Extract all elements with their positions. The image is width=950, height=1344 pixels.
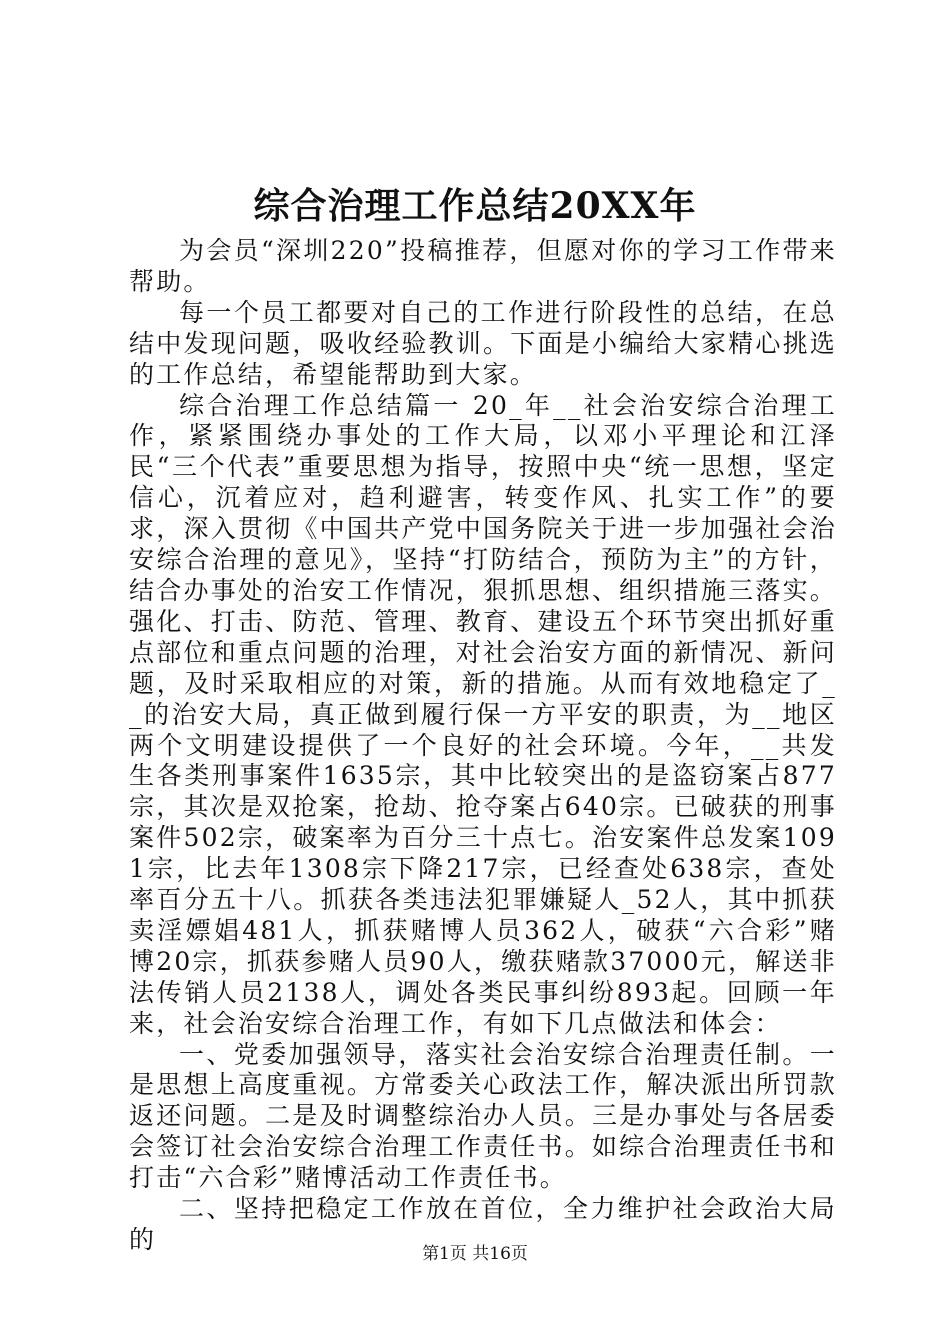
document-title: 综合治理工作总结20XX年 — [253, 185, 697, 227]
paragraph-intro: 为会员“深圳220”投稿推荐，但愿对你的学习工作带来帮助。 — [129, 236, 837, 296]
paragraph-summary: 每一个员工都要对自己的工作进行阶段性的总结，在总结中发现问题，吸收经验教训。下面是小编给大家精心挑选的工作总结，希望能帮助到大家。 — [129, 297, 837, 389]
paragraph-section-two: 二、坚持把稳定工作放在首位，全力维护社会政治大局的 — [129, 1194, 837, 1254]
paragraph-main: 综合治理工作总结篇一 20_年__社会治安综合治理工作，紧紧围绕办事处的工作大局，以邓小平理论和江泽民“三个代表”重要思想为指导，按照中央“统一思想，坚定信心，沉着应对，趋利避害，转变作风、扎实工作”的要求，深入贯彻《中国共产党中国务院关于进一步加强社会治安综合治理的意见》，坚持“打防结合，预防为主”的方针，结合办事处的治安工作情况，狠抓思想、组织措施三落实。强化、打击、防范、管理、教育、建设五个环节突出抓好重点部位和重点问题的治理，对社会治安方面的新情况、新问题，及时采取相应的对策，新的措施。从而有效地稳定了__的治安大局，真正做到履行保一方平安的职责，为__地区两个文明建设提供了一个良好的社会环境。今年，__共发生各类刑事案件1635宗，其中比较突出的是盗窃案占877宗，其次是双抢案，抢劫、抢夺案占640宗。已破获的刑事案件502宗，破案率为百分三十点七。治安案件总发案1091宗，比去年1308宗下降217宗，已经查处638宗，查处率百分五十八。抓获各类违法犯罪嫌疑人_52人，其中抓获卖淫嫖娼481人，抓获赌博人员362人，破获“六合彩”赌博20宗，抓获参赌人员90人，缴获赌款37000元，解送非法传销人员2138人，调处各类民事纠纷893起。回顾一年来，社会治安综合治理工作，有如下几点做法和体会： — [129, 390, 837, 1038]
page-number-footer: 第1页 共16页 — [422, 1244, 528, 1264]
document-body — [129, 236, 837, 1256]
paragraph-section-one: 一、党委加强领导，落实社会治安综合治理责任制。一是思想上高度重视。方常委关心政法工作，解决派出所罚款返还问题。二是及时调整综治办人员。三是办事处与各居委会签订社会治安综合治理工作责任书。如综合治理责任书和打击“六合彩”赌博活动工作责任书。 — [129, 1039, 837, 1193]
